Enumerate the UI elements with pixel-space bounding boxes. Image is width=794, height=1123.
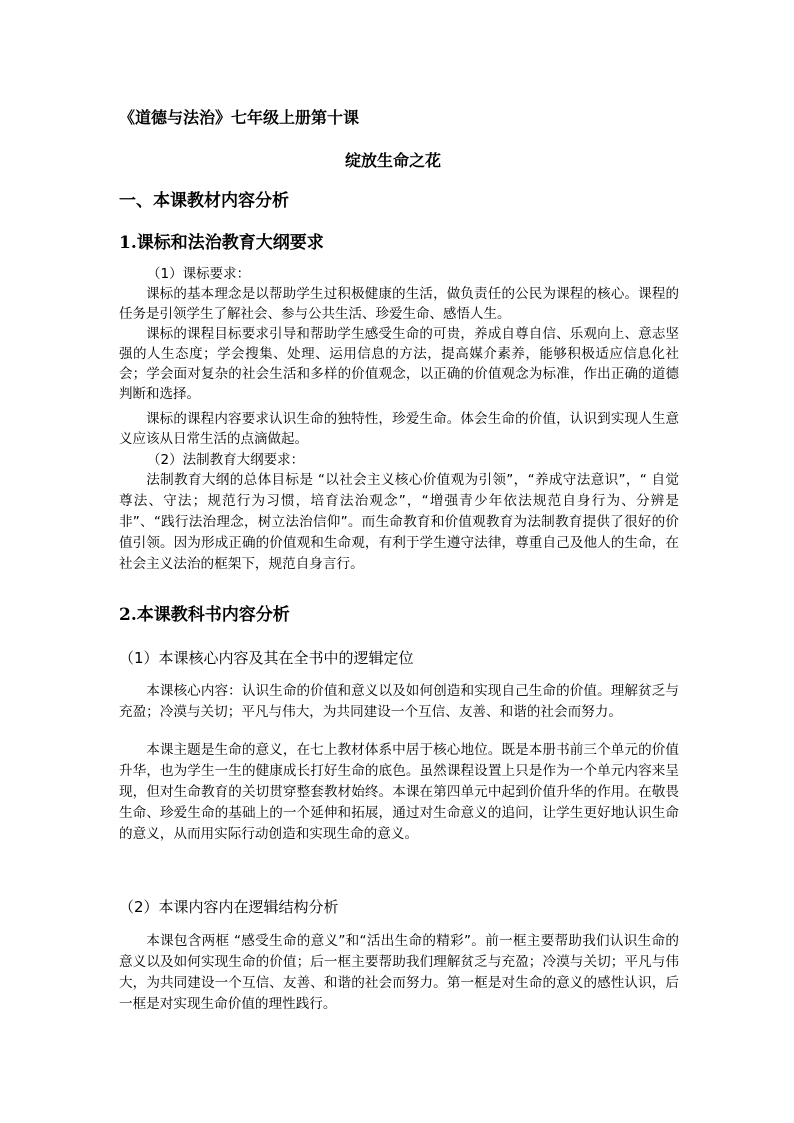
item-label-core-content: （1）本课核心内容及其在全书中的逻辑定位 xyxy=(119,649,414,667)
item-label-curriculum: （1）课标要求： xyxy=(147,266,251,282)
lesson-subtitle: 绽放生命之花 xyxy=(345,151,442,170)
item-label-logic-structure: （2）本课内容内在逻辑结构分析 xyxy=(119,898,339,916)
paragraph-curriculum-concept: 课标的基本理念是以帮助学生过积极健康的生活，做负责任的公民为课程的核心。课程的任务是引领学生了解社会、参与公共生活、珍爱生命、感悟人生。 xyxy=(119,286,679,322)
document-title: 《道德与法治》七年级上册第十课 xyxy=(119,108,360,127)
subsection-heading-standards: 1.课标和法治教育大纲要求 xyxy=(119,233,324,253)
section-heading-analysis: 一、本课教材内容分析 xyxy=(119,191,289,211)
paragraph-core-content: 本课核心内容：认识生命的价值和意义以及如何创造和实现自己生命的价值。理解贫乏与充盈；冷漠与关切；平凡与伟大，为共同建设一个互信、友善、和谐的社会而努力。 xyxy=(119,683,679,720)
item-label-legal-outline: （2）法制教育大纲要求： xyxy=(147,452,305,468)
subsection-heading-textbook: 2.本课教科书内容分析 xyxy=(119,605,290,625)
paragraph-theme: 本课主题是生命的意义，在七上教材体系中居于核心地位。既是本册书前三个单元的价值升华，也为学生一生的健康成长打好生命的底色。虽然课程设置上只是作为一个单元内容来呈现，但对生命教育的关切贯穿整套教材始终。本课在第四单元中起到价值升华的作用。在敬畏生命、珍爱生命的基础上的一个延伸和拓展，通过对生命意义的追问，让学生更好地认识生命的意义，从而用实际行动创造和实现生命的意义。 xyxy=(119,742,679,842)
paragraph-curriculum-goals: 课标的课程目标要求引导和帮助学生感受生命的可贵，养成自尊自信、乐观向上、意志坚强的人生态度；学会搜集、处理、运用信息的方法，提高媒介素养，能够积极适应信息化社会；学会面对复杂的社会生活和多样的价值观念，以正确的价值观念为标准，作出正确的道德判断和选择。 xyxy=(119,326,679,402)
paragraph-curriculum-content: 课标的课程内容要求认识生命的独特性，珍爱生命。体会生命的价值，认识到实现人生意义应该从日常生活的点滴做起。 xyxy=(119,411,679,447)
paragraph-logic-structure: 本课包含两框 “感受生命的意义”和“活出生命的精彩”。前一框主要帮助我们认识生命的意义以及如何实现生命的价值；后一框主要帮助我们理解贫乏与充盈；冷漠与关切；平凡与伟大，为共同建设一个互信、友善、和谐的社会而努力。第一框是对生命的意义的感性认识，后一框是对实现生命价值的理性践行。 xyxy=(119,933,679,1012)
paragraph-legal-outline: 法制教育大纲的总体目标是 “以社会主义核心价值观为引领”，“养成守法意识”，“ 自觉尊法、守法；规范行为习惯，培育法治观念”，“增强青少年依法规范自身行为、分辨是非”、“践行法治理念，树立法治信仰”。而生命教育和价值观教育为法制教育提供了很好的价值引领。因为形成正确的价值观和生命观，有利于学生遵守法律，尊重自己及他人的生命，在社会主义法治的框架下，规范自身言行。 xyxy=(119,472,679,572)
